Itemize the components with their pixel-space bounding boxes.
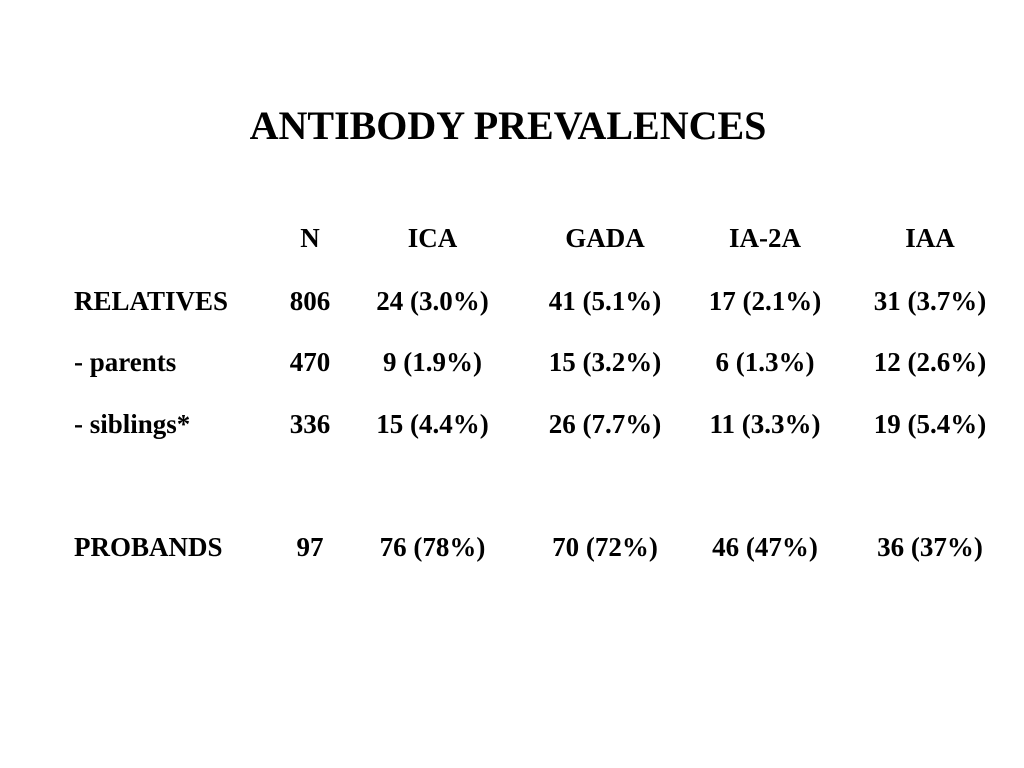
cell-ica: 9 (1.9%) [383,347,482,377]
table-row-probands [0,529,1024,565]
table-row-siblings [0,406,1024,442]
row-label: - siblings* [74,409,191,439]
cell-gada: 26 (7.7%) [548,409,662,439]
cell-iaa: 36 (37%) [877,532,983,562]
table-row-parents [0,344,1024,380]
cell-n: 470 [289,347,331,377]
row-label: PROBANDS [74,532,223,562]
header-gada: GADA [565,223,645,253]
header-ica: ICA [407,223,458,253]
table-row-relatives [0,283,1024,319]
cell-n: 97 [296,532,324,562]
cell-gada: 15 (3.2%) [548,347,662,377]
table-header-row [0,220,1024,256]
header-ia2a: IA-2A [729,223,801,253]
cell-iaa: 12 (2.6%) [873,347,987,377]
cell-ia2a: 11 (3.3%) [709,409,821,439]
cell-ia2a: 46 (47%) [712,532,818,562]
slide-title: ANTIBODY PREVALENCES [249,103,767,148]
cell-gada: 70 (72%) [552,532,658,562]
cell-ia2a: 17 (2.1%) [708,286,822,316]
cell-n: 336 [289,409,331,439]
cell-ia2a: 6 (1.3%) [715,347,815,377]
cell-ica: 24 (3.0%) [376,286,489,316]
header-iaa: IAA [905,223,955,253]
cell-n: 806 [289,286,331,316]
header-n: N [300,223,320,253]
row-label: - parents [74,347,177,377]
row-label: RELATIVES [74,286,229,316]
cell-iaa: 19 (5.4%) [873,409,987,439]
cell-ica: 76 (78%) [379,532,486,562]
cell-ica: 15 (4.4%) [376,409,489,439]
cell-gada: 41 (5.1%) [548,286,662,316]
cell-iaa: 31 (3.7%) [873,286,987,316]
